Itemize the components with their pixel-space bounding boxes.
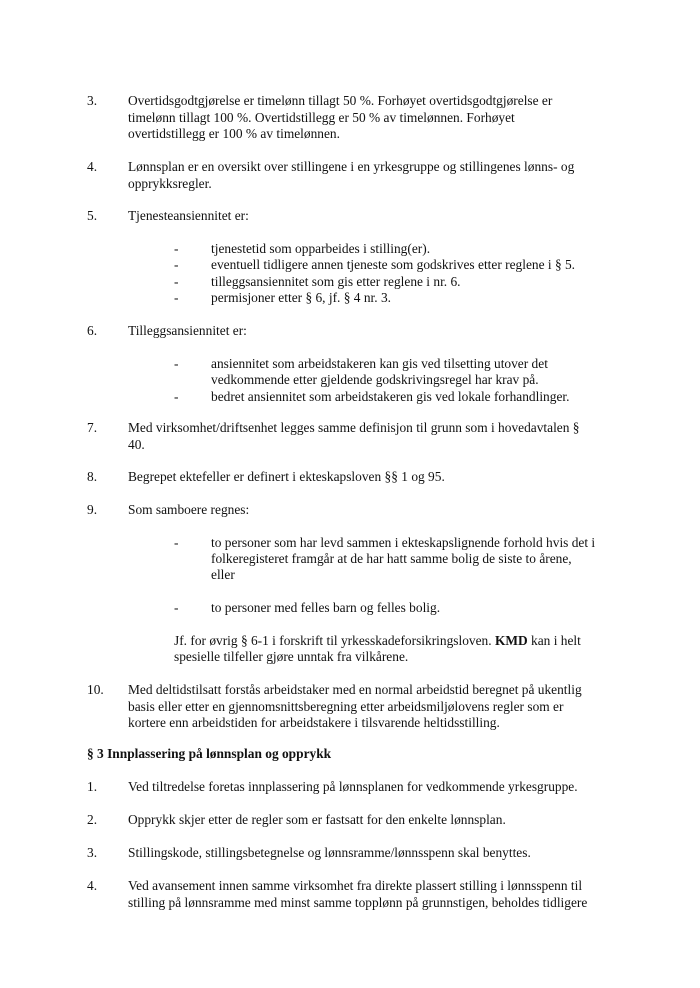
- bullet-text: vedkommende etter gjeldende godskrivingsregel har krav på.: [211, 372, 539, 387]
- bullet-text: bedret ansiennitet som arbeidstakeren gis ved lokale forhandlinger.: [211, 389, 570, 404]
- list-text: [128, 779, 628, 796]
- text-line: overtidstillegg er 100 % av timelønnen.: [128, 126, 340, 142]
- list-number: 4.: [87, 878, 98, 893]
- text-line: Ved tiltredelse foretas innplassering på lønnsplanen for vedkommende yrkesgruppe.: [128, 779, 578, 794]
- text-line: Overtidsgodtgjørelse er timelønn tillagt 50 %. Forhøyet overtidsgodtgjørelse er: [128, 93, 553, 108]
- list-text: [128, 323, 628, 340]
- text-line: Stillingskode, stillingsbetegnelse og lønnsramme/lønnsspenn skal benyttes.: [128, 845, 531, 860]
- note-text: Jf. for øvrig § 6-1 i forskrift til yrkesskadeforsikringsloven.: [174, 633, 495, 648]
- bullet-text: permisjoner etter § 6, jf. § 4 nr. 3.: [211, 290, 391, 305]
- bullet-text: eller: [211, 567, 235, 582]
- list-number: 2.: [87, 812, 98, 827]
- bullet-dash: -: [174, 241, 179, 256]
- text-line: Tjenesteansiennitet er:: [128, 208, 249, 223]
- text-line: Ved avansement innen samme virksomhet fra direkte plassert stilling i lønnsspenn til: [128, 878, 583, 893]
- bullet-dash: -: [174, 356, 179, 371]
- list-number: 3.: [87, 93, 98, 108]
- list-number: 5.: [87, 208, 98, 223]
- note-text: kan i helt: [527, 633, 581, 648]
- note-bold-kmd: KMD: [494, 633, 528, 648]
- text-line: kortere enn arbeidstiden for arbeidstakere i tilsvarende heltidsstilling.: [128, 715, 500, 731]
- list-number: 7.: [87, 420, 98, 435]
- bullet-text: tilleggsansiennitet som gis etter reglene i nr. 6.: [211, 274, 461, 289]
- section-heading: § 3 Innplassering på lønnsplan og opprykk: [87, 746, 332, 761]
- list-number: 4.: [87, 159, 98, 174]
- list-text: [128, 420, 628, 453]
- text-line: Med virksomhet/driftsenhet legges samme definisjon til grunn som i hovedavtalen §: [128, 420, 580, 435]
- note-paragraph: [174, 633, 581, 650]
- list-number: 10.: [87, 682, 104, 697]
- text-line: timelønn tillagt 100 %. Overtidstillegg er 50 % av timelønnen. Forhøyet: [128, 109, 515, 125]
- text-line: Lønnsplan er en oversikt over stillingene i en yrkesgruppe og stillingenes lønns- og: [128, 159, 575, 174]
- list-text: [128, 93, 628, 143]
- bullet-text: ansiennitet som arbeidstakeren kan gis ved tilsetting utover det: [211, 356, 548, 371]
- bullet-text: to personer med felles barn og felles bolig.: [211, 600, 441, 615]
- list-text: [128, 159, 628, 192]
- list-text: [128, 502, 628, 519]
- text-line: Opprykk skjer etter de regler som er fastsatt for den enkelte lønnsplan.: [128, 812, 506, 827]
- list-text: [128, 878, 628, 911]
- text-line: Som samboere regnes:: [128, 502, 250, 517]
- bullet-dash: -: [174, 535, 179, 550]
- bullet-dash: -: [174, 600, 179, 615]
- text-line: basis eller etter en gjennomsnittsberegning etter arbeidsmiljølovens regler som er: [128, 698, 564, 714]
- list-number: 1.: [87, 779, 98, 794]
- list-number: 8.: [87, 469, 98, 484]
- text-line: 40.: [128, 436, 145, 452]
- bullet-text: eventuell tidligere annen tjeneste som godskrives etter reglene i § 5.: [211, 257, 576, 272]
- text-line: opprykksregler.: [128, 175, 212, 191]
- bullet-dash: -: [174, 389, 179, 404]
- list-text: [128, 812, 628, 829]
- note-paragraph-line: spesielle tilfeller gjøre unntak fra vilkårene.: [174, 649, 409, 664]
- text-line: Begrepet ektefeller er definert i ekteskapsloven §§ 1 og 95.: [128, 469, 445, 484]
- bullet-text: folkeregisteret framgår at de har hatt samme bolig de siste to årene,: [211, 551, 572, 566]
- list-text: [128, 469, 628, 486]
- list-number: 6.: [87, 323, 98, 338]
- text-line: stilling på lønnsramme med minst samme topplønn på grunnstigen, beholdes tidligere: [128, 894, 588, 910]
- list-text: [128, 682, 628, 732]
- bullet-dash: -: [174, 290, 179, 305]
- text-line: Tilleggsansiennitet er:: [128, 323, 247, 338]
- text-line: Med deltidstilsatt forstås arbeidstaker med en normal arbeidstid beregnet på ukentlig: [128, 682, 582, 697]
- list-text: [128, 208, 628, 225]
- list-number: 9.: [87, 502, 98, 517]
- bullet-text: to personer som har levd sammen i ekteskapslignende forhold hvis det i: [211, 535, 596, 550]
- bullet-dash: -: [174, 257, 179, 272]
- list-text: [128, 845, 628, 862]
- list-number: 3.: [87, 845, 98, 860]
- bullet-dash: -: [174, 274, 179, 289]
- bullet-text: tjenestetid som opparbeides i stilling(er).: [211, 241, 431, 256]
